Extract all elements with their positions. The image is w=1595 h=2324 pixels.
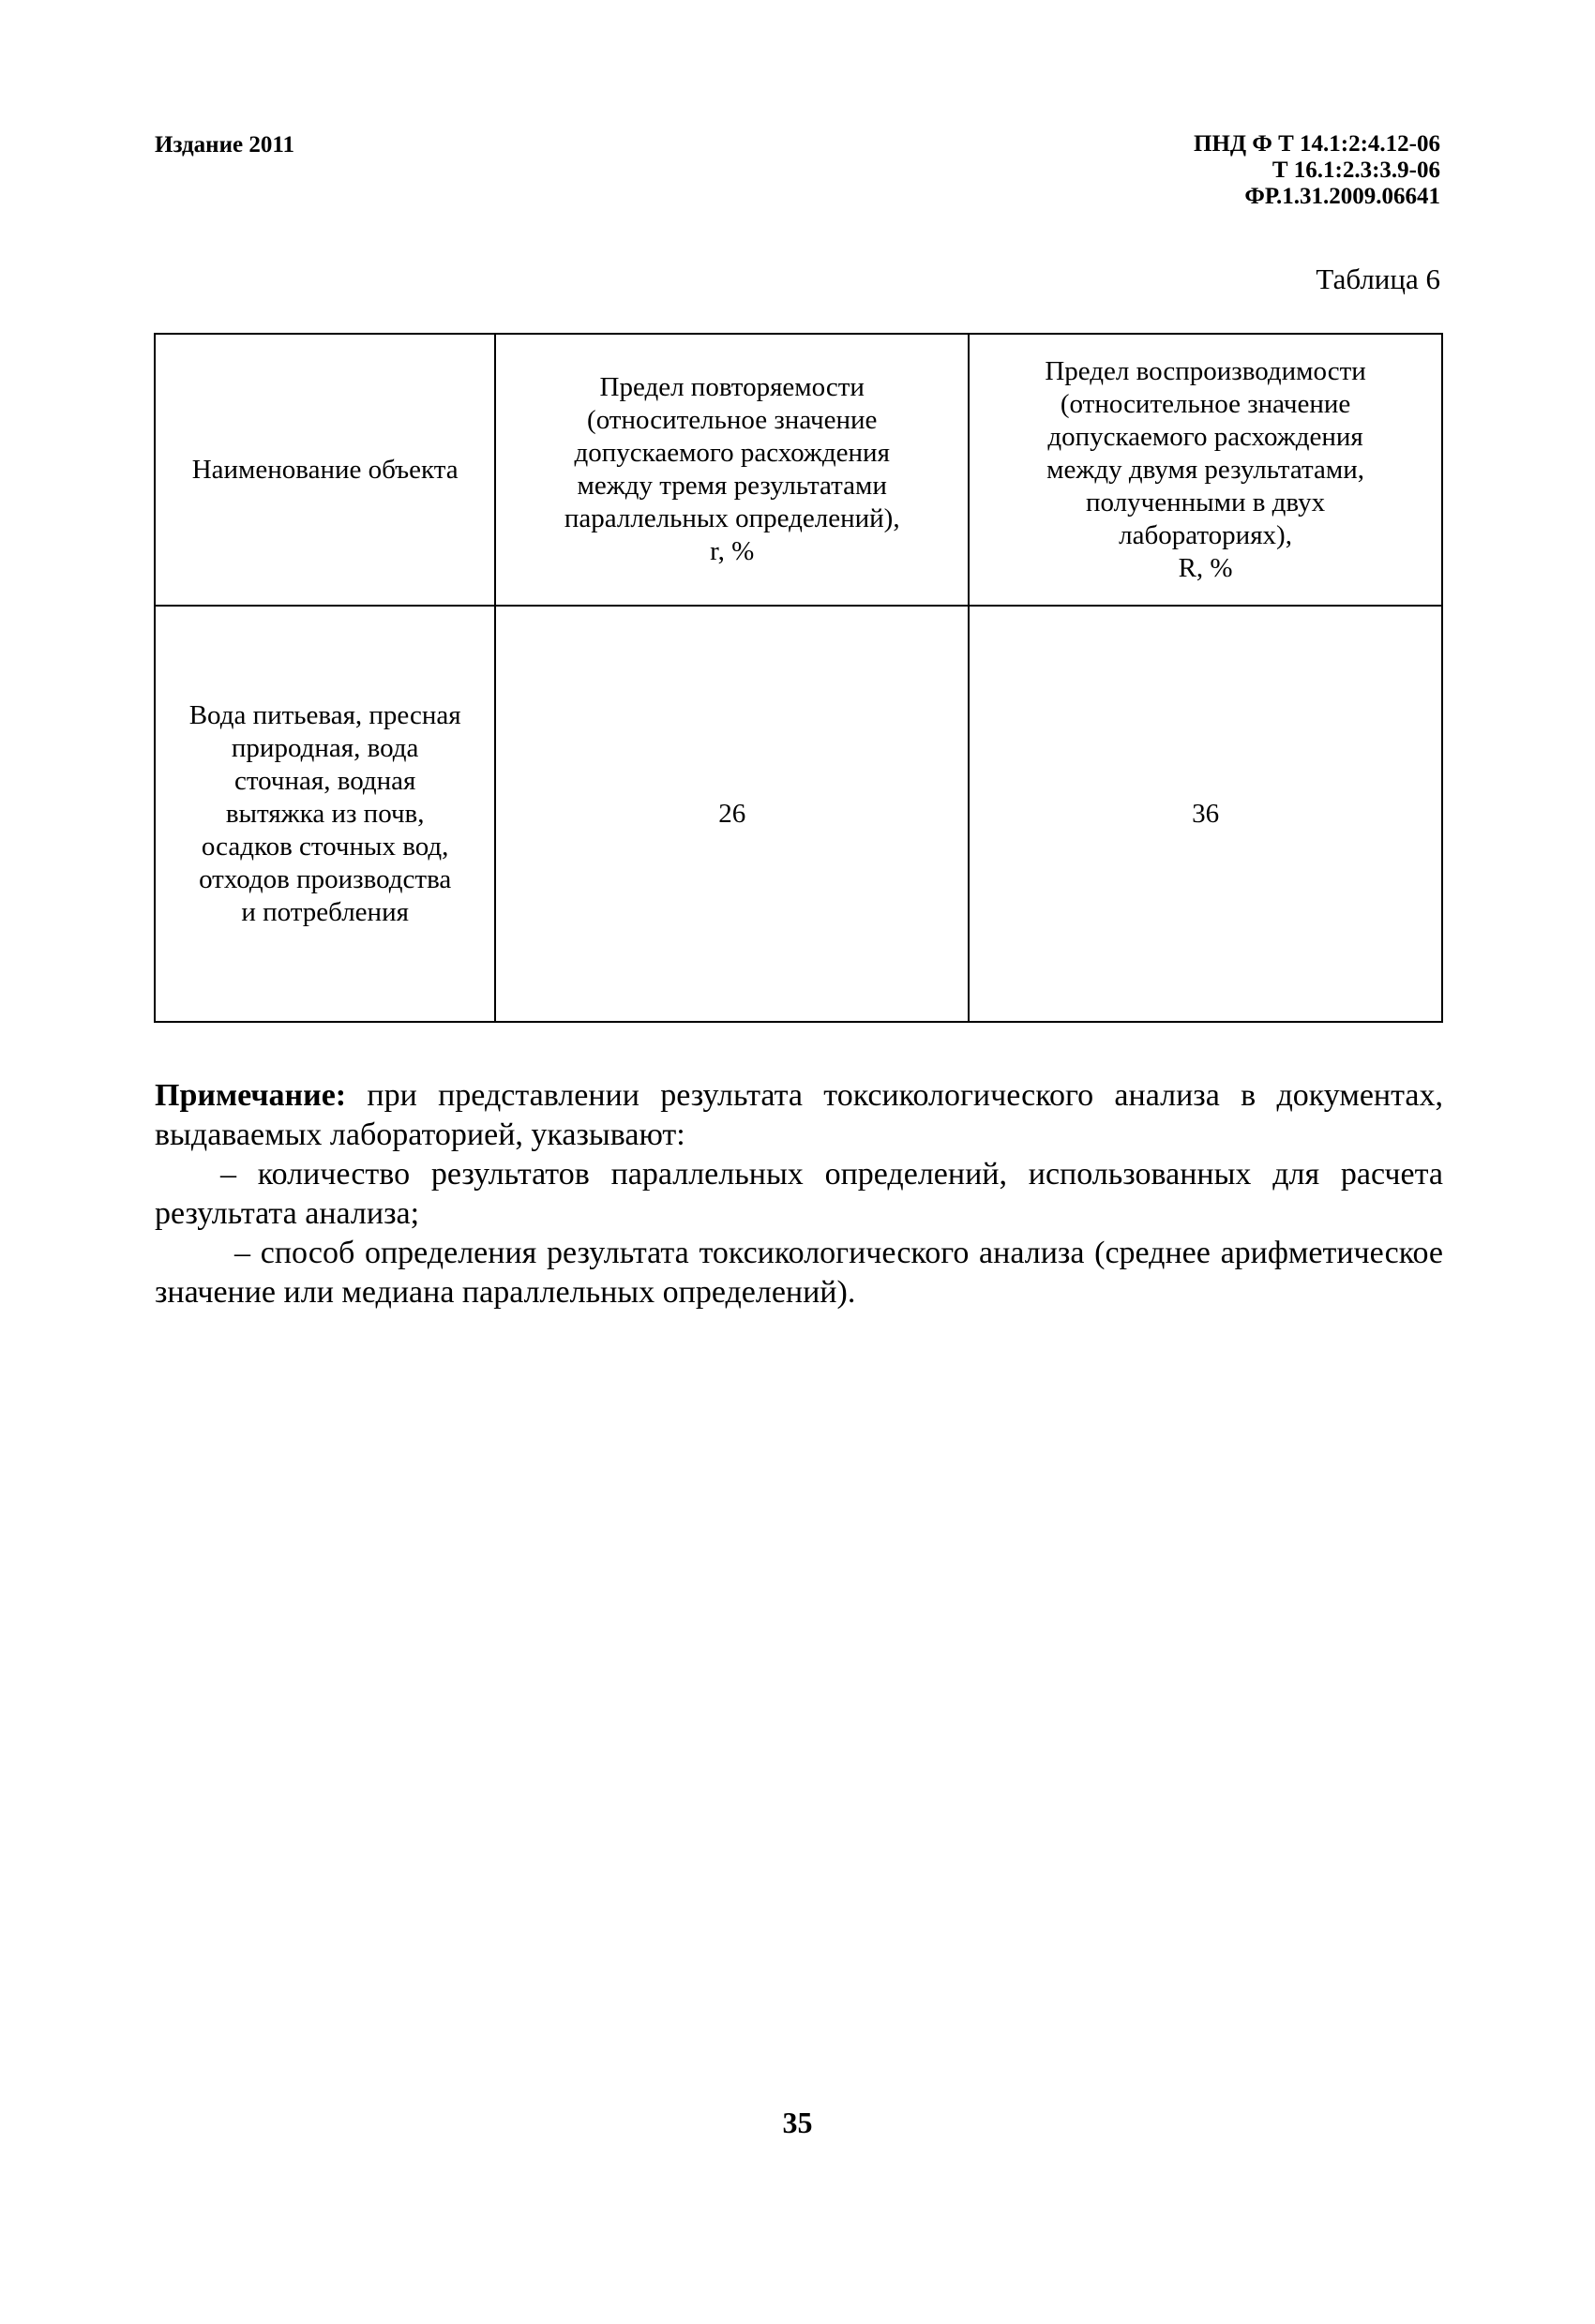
table-row bbox=[155, 606, 1442, 1022]
note-intro bbox=[155, 1076, 1443, 1155]
cell-repeatability-value: 26 bbox=[718, 798, 746, 829]
column-header-object-text: Наименование объекта bbox=[191, 454, 459, 485]
document-code-1: ПНД Ф Т 14.1:2:4.12-06 bbox=[1194, 131, 1440, 157]
note-block bbox=[155, 1076, 1443, 1312]
limits-table bbox=[154, 333, 1443, 1023]
column-header-repeatability bbox=[495, 334, 969, 606]
table-caption: Таблица 6 bbox=[1316, 262, 1440, 295]
cell-repeatability bbox=[495, 606, 969, 1022]
document-code-2: Т 16.1:2.3:3.9-06 bbox=[1271, 157, 1440, 183]
column-header-reproducibility-text: Предел воспроизводимости (относительное значение допускаемого расхождения между двумя результатами, полученными в двух лабораториях), R, % bbox=[1045, 355, 1366, 583]
cell-object bbox=[155, 606, 495, 1022]
column-header-repeatability-text: Предел повторяемости (относительное значение допускаемого расхождения между тремя результатами параллельных определений), r, % bbox=[564, 372, 900, 566]
page-number: 35 bbox=[782, 2106, 813, 2139]
cell-reproducibility-value: 36 bbox=[1192, 798, 1220, 829]
edition-label: Издание 2011 bbox=[155, 132, 294, 157]
note-label: Примечание: bbox=[155, 1078, 347, 1113]
column-header-object bbox=[155, 334, 495, 606]
cell-reproducibility bbox=[969, 606, 1442, 1022]
note-item-1: – количество результатов параллельных определений, использованных для расчета результата анализа; bbox=[155, 1157, 1443, 1231]
document-code-3: ФР.1.31.2009.06641 bbox=[1244, 184, 1440, 209]
note-item-2: – способ определения результата токсикологического анализа (среднее арифметическое значение или медиана параллельных определений). bbox=[155, 1236, 1443, 1310]
document-codes bbox=[1194, 131, 1440, 210]
cell-object-text: Вода питьевая, пресная природная, вода сточная, водная вытяжка из почв, осадков сточных вод, отходов производства и потребления bbox=[188, 699, 461, 927]
table-header-row bbox=[155, 334, 1442, 606]
note-intro-text: при представлении результата токсикологического анализа в документах, выдаваемых лабораторией, указывают: bbox=[155, 1078, 1443, 1152]
column-header-reproducibility bbox=[969, 334, 1442, 606]
